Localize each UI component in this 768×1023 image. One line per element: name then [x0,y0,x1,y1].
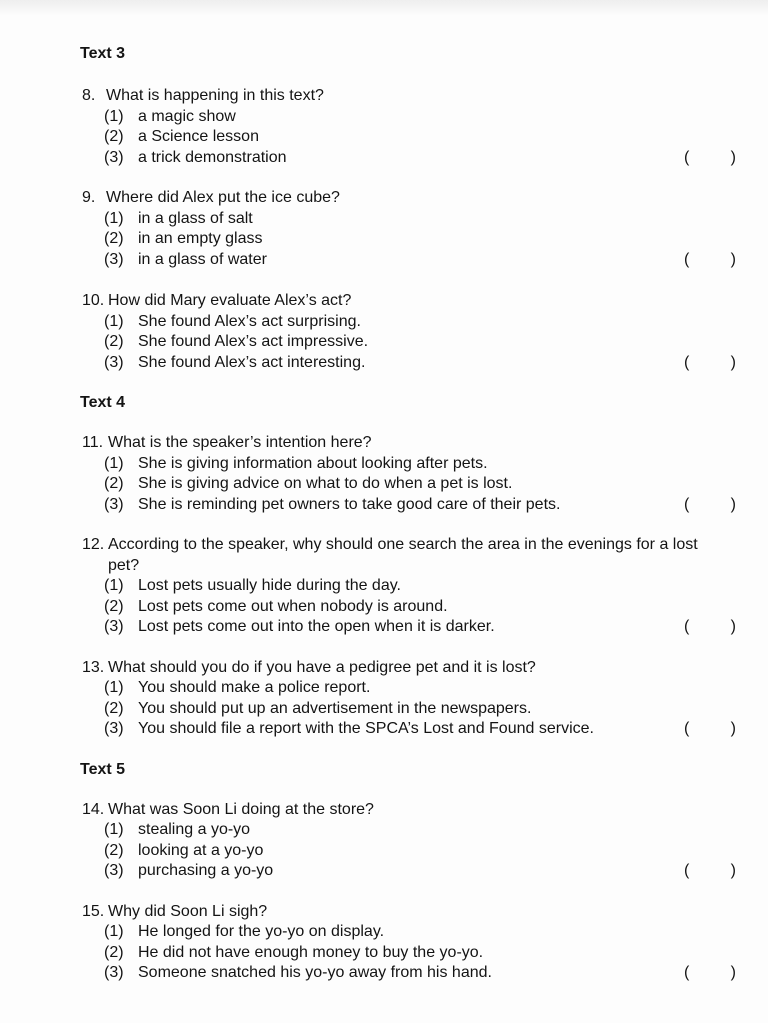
question-number: 9. [82,189,96,206]
question-text: What is the speaker’s intention here? [108,434,372,451]
option-1: (1) You should make a police report. [104,679,371,696]
question-number: 14. [82,800,105,818]
option-2: (2) in an empty glass [104,230,263,247]
option-1: (1) in a glass of salt [104,209,253,227]
option-3: (3) You should file a report with the SPCA’s Lost and Found service. ( ) [104,719,720,740]
answer-blank[interactable]: ( ) [684,964,736,981]
section-heading-text-4: Text 4 [80,394,126,411]
option-3: (3) Lost pets come out into the open when it is darker. ( ) [104,617,720,638]
section-heading-text-3: Text 3 [80,45,126,62]
question-number: 15. [82,902,105,920]
option-2: (2) She found Alex’s act impressive. [104,333,369,350]
question-15 [80,902,736,984]
option-2: (2) looking at a yo-yo [104,841,264,859]
question-number: 11. [82,434,104,451]
question-text: What is happening in this text? [106,87,324,104]
option-3: (3) in a glass of water ( ) [104,250,720,271]
option-2: (2) a Science lesson [104,128,259,145]
option-3: (3) a trick demonstration ( ) [104,148,720,169]
question-11 [80,433,736,515]
answer-blank[interactable]: ( ) [684,148,736,166]
question-13 [80,658,736,740]
option-2: (2) Lost pets come out when nobody is around. [104,597,448,615]
option-1: (1) He longed for the yo-yo on display. [104,923,385,940]
question-text: How did Mary evaluate Alex’s act? [108,292,352,309]
question-number: 10. [82,292,105,309]
question-12 [80,535,736,638]
question-text: Where did Alex put the ice cube? [106,189,340,206]
answer-blank[interactable]: ( ) [684,353,736,371]
question-14 [80,800,736,882]
question-number: 8. [82,87,96,104]
option-2: (2) You should put up an advertisement in the newspapers. [104,699,532,717]
question-text: According to the speaker, why should one search the area in the evenings for a lost pet? [108,536,698,574]
option-2: (2) He did not have enough money to buy the yo-yo. [104,943,484,961]
option-1: (1) She found Alex’s act surprising. [104,312,361,330]
option-1: (1) stealing a yo-yo [104,821,251,838]
option-3: (3) She is reminding pet owners to take good care of their pets. ( ) [104,495,720,516]
answer-blank[interactable]: ( ) [684,618,736,635]
option-2: (2) She is giving advice on what to do when a pet is lost. [104,475,513,492]
worksheet-content [80,44,736,984]
question-number: 13. [82,658,105,676]
answer-blank[interactable]: ( ) [684,250,736,268]
scan-edge-shadow [0,0,768,16]
option-1: (1) She is giving information about looking after pets. [104,454,488,472]
question-text: What was Soon Li doing at the store? [108,800,374,818]
option-3: (3) Someone snatched his yo-yo away from his hand. ( ) [104,963,720,984]
answer-blank[interactable]: ( ) [684,495,736,513]
section-heading-text-5: Text 5 [80,760,126,778]
answer-blank[interactable]: ( ) [684,862,736,879]
question-9 [80,188,736,270]
question-text: Why did Soon Li sigh? [108,902,268,920]
question-10 [80,291,736,373]
question-text: What should you do if you have a pedigree pet and it is lost? [108,658,536,676]
option-3: (3) She found Alex’s act interesting. ( ) [104,353,720,374]
option-3: (3) purchasing a yo-yo ( ) [104,861,720,882]
option-1: (1) Lost pets usually hide during the day. [104,577,401,594]
option-1: (1) a magic show [104,107,236,125]
question-8 [80,86,736,168]
answer-blank[interactable]: ( ) [684,720,736,737]
question-number: 12. [82,536,105,553]
